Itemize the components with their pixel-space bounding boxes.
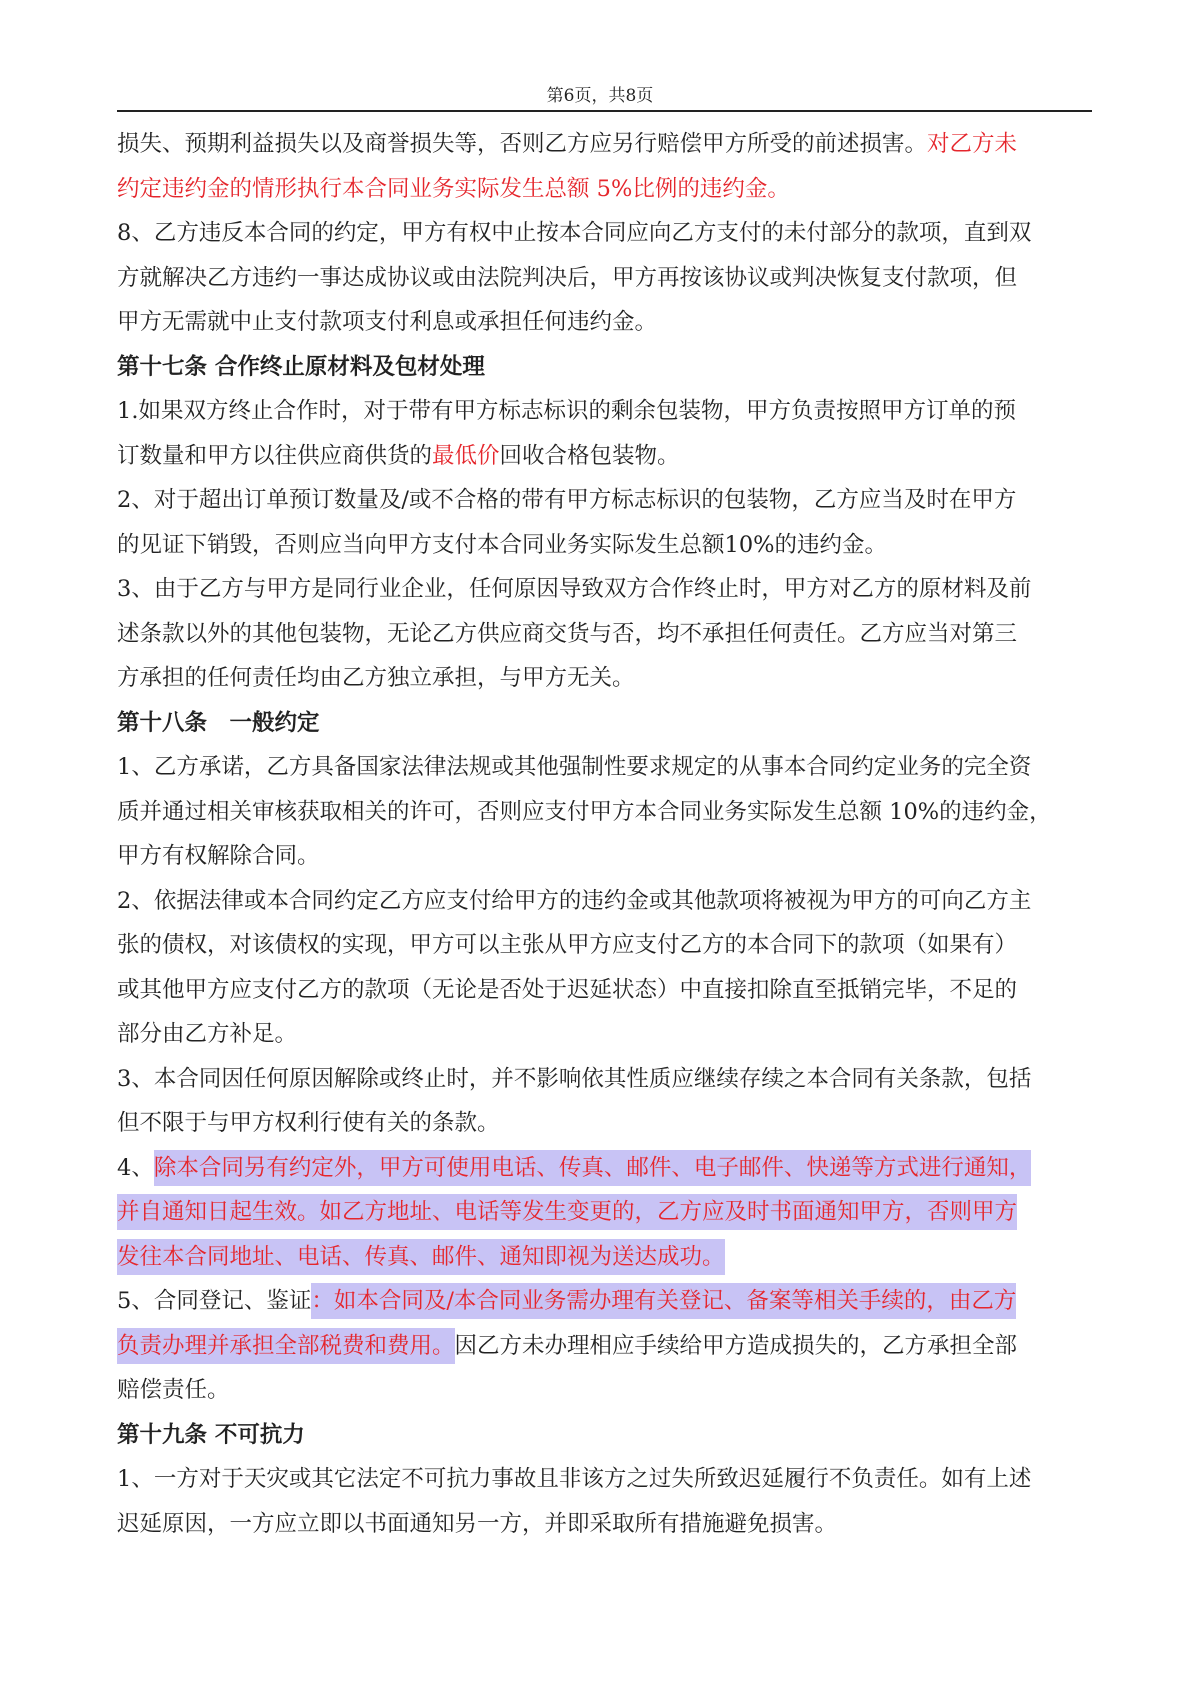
text-segment: 张的债权，对该债权的实现，甲方可以主张从甲方应支付乙方的本合同下的款项（如果有）	[117, 932, 1018, 958]
text-line	[117, 1502, 1092, 1547]
text-segment: 部分由乙方补足。	[117, 1021, 298, 1047]
section-heading	[117, 345, 1092, 390]
text-line	[117, 211, 1092, 256]
text-segment: 2、依据法律或本合同约定乙方应支付给甲方的违约金或其他款项将被视为甲方的可向乙方主	[117, 887, 1032, 914]
text-segment: 因乙方未办理相应手续给甲方造成损失的，乙方承担全部	[454, 1332, 1018, 1359]
text-segment: 甲方有权解除合同。	[117, 843, 320, 869]
text-line	[117, 745, 1092, 790]
text-segment: 方就解决乙方违约一事达成协议或由法院判决后，甲方再按该协议或判决恢复支付款项，但	[117, 264, 1018, 291]
page-number: 第6页，共8页	[546, 86, 654, 106]
section-heading	[117, 701, 1092, 746]
text-line	[117, 1279, 1092, 1324]
text-segment: 质并通过相关审核获取相关的许可，否则应支付甲方本合同业务实际发生总额 10%的违约金，	[117, 798, 1052, 825]
text-line	[117, 567, 1092, 612]
text-segment: 5、合同登记、鉴证	[117, 1288, 312, 1314]
section-heading	[117, 1413, 1092, 1458]
text-segment: 但不限于与甲方权利行使有关的条款。	[117, 1110, 500, 1136]
highlighted-text: 发往本合同地址、电话、传真、邮件、通知即视为送达成功。	[117, 1239, 725, 1275]
text-line	[117, 167, 1092, 212]
text-line	[117, 1368, 1092, 1413]
text-segment: 或其他甲方应支付乙方的款项（无论是否处于迟延状态）中直接扣除直至抵销完毕，不足的	[117, 976, 1018, 1003]
highlighted-text: 并自通知日起生效。如乙方地址、电话等发生变更的，乙方应及时书面通知甲方，否则甲方	[117, 1194, 1017, 1230]
text-line	[117, 1012, 1092, 1057]
text-line	[117, 923, 1092, 968]
text-line	[117, 523, 1092, 568]
document-body	[117, 122, 1092, 1546]
text-segment: 第十八条 一般约定	[117, 709, 320, 736]
text-segment: 方承担的任何责任均由乙方独立承担，与甲方无关。	[117, 665, 635, 691]
text-segment: 述条款以外的其他包装物，无论乙方供应商交货与否，均不承担任何责任。乙方应当对第三	[117, 620, 1018, 647]
text-line	[117, 434, 1092, 479]
text-line	[117, 879, 1092, 924]
text-line	[117, 122, 1092, 167]
text-line	[117, 1324, 1092, 1369]
header-rule	[117, 110, 1092, 112]
text-segment: 4、	[117, 1154, 154, 1181]
text-line	[117, 1235, 1092, 1280]
text-segment: 第十七条 合作终止原材料及包材处理	[117, 353, 485, 380]
text-line	[117, 300, 1092, 345]
text-segment: 的见证下销毁，否则应当向甲方支付本合同业务实际发生总额10%的违约金。	[117, 531, 888, 558]
text-line	[117, 790, 1092, 835]
highlighted-text: 负责办理并承担全部税费和费用。	[117, 1328, 455, 1364]
text-segment: 2、对于超出订单预订数量及/或不合格的带有甲方标志标识的包装物，乙方应当及时在甲方	[117, 487, 1017, 513]
text-line	[117, 256, 1092, 301]
text-segment: 8、乙方违反本合同的约定，甲方有权中止按本合同应向乙方支付的未付部分的款项，直到双	[117, 220, 1032, 246]
text-line	[117, 656, 1092, 701]
text-line	[117, 478, 1092, 523]
text-line	[117, 1057, 1092, 1102]
text-line	[117, 1457, 1092, 1502]
text-segment: 甲方无需就中止支付款项支付利息或承担任何违约金。	[117, 309, 658, 335]
highlighted-text: 除本合同另有约定外，甲方可使用电话、传真、邮件、电子邮件、快递等方式进行通知，	[154, 1150, 1032, 1186]
text-segment: 1、乙方承诺，乙方具备国家法律法规或其他强制性要求规定的从事本合同约定业务的完全资	[117, 754, 1032, 780]
text-line	[117, 612, 1092, 657]
text-segment: 赔偿责任。	[117, 1377, 230, 1403]
text-segment: 订数量和甲方以往供应商供货的	[117, 442, 433, 469]
text-segment: 1、一方对于天灾或其它法定不可抗力事故且非该方之过失所致迟延履行不负责任。如有上述	[117, 1466, 1032, 1492]
text-line	[117, 389, 1092, 434]
text-segment: 回收合格包装物。	[499, 442, 680, 469]
text-segment: 1.如果双方终止合作时，对于带有甲方标志标识的剩余包装物，甲方负责按照甲方订单的预	[117, 398, 1016, 424]
text-line	[117, 1190, 1092, 1235]
highlighted-text: ：如本合同及/本合同业务需办理有关登记、备案等相关手续的，由乙方	[311, 1283, 1016, 1319]
text-segment: 3、由于乙方与甲方是同行业企业，任何原因导致双方合作终止时，甲方对乙方的原材料及前	[117, 576, 1032, 602]
text-line	[117, 834, 1092, 879]
emphasized-text: 最低价	[432, 442, 500, 469]
emphasized-text: 对乙方未	[927, 131, 1018, 157]
text-line	[117, 1146, 1092, 1191]
text-line	[117, 1101, 1092, 1146]
text-segment: 3、本合同因任何原因解除或终止时，并不影响依其性质应继续存续之本合同有关条款，包括	[117, 1065, 1032, 1092]
text-segment: 第十九条 不可抗力	[117, 1421, 305, 1448]
text-segment: 迟延原因，一方应立即以书面通知另一方，并即采取所有措施避免损害。	[117, 1510, 838, 1537]
text-segment: 损失、预期利益损失以及商誉损失等，否则乙方应另行赔偿甲方所受的前述损害。	[117, 131, 928, 157]
text-line	[117, 968, 1092, 1013]
emphasized-text: 约定违约金的情形执行本合同业务实际发生总额 5%比例的违约金。	[117, 175, 790, 202]
